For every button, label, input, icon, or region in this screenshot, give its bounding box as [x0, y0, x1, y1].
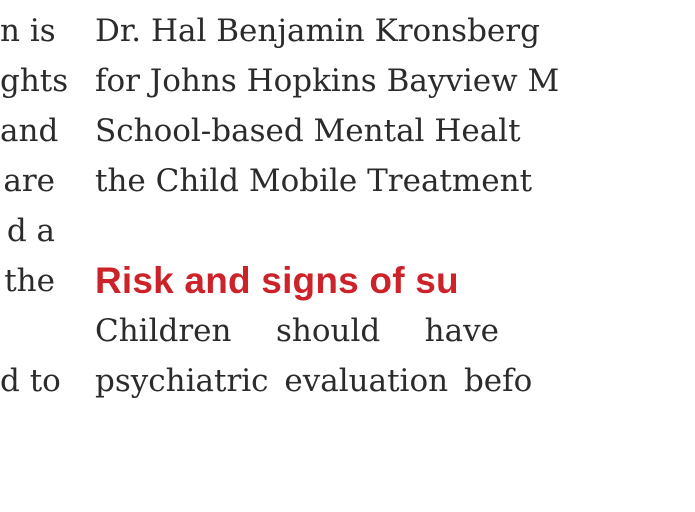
- left-line-3: and: [0, 113, 59, 149]
- paragraph2-word-1: Children: [95, 313, 232, 349]
- right-column-text: [95, 6, 695, 406]
- left-line-1: n is: [0, 13, 56, 49]
- paragraph2-word-3: have: [424, 313, 499, 349]
- paragraph1-line-1: Dr. Hal Benjamin Kronsberg: [95, 13, 540, 49]
- paragraph1-line-2: for Johns Hopkins Bayview M: [95, 63, 560, 99]
- paragraph2-word-2: should: [275, 313, 381, 349]
- left-line-8: d to: [0, 363, 61, 399]
- left-line-4: are: [3, 163, 55, 199]
- paragraph2-line-1: [95, 306, 499, 356]
- paragraph2-line-2: psychiatric evaluation befo: [95, 363, 533, 399]
- section-heading: Risk and signs of su: [95, 260, 459, 301]
- section-gap: [95, 206, 695, 256]
- left-line-5: d a: [6, 213, 55, 249]
- left-line-2: ghts: [0, 63, 69, 99]
- left-column-text: [0, 6, 69, 406]
- left-line-6: the: [4, 263, 55, 299]
- paragraph1-line-3: School-based Mental Healt: [95, 113, 521, 149]
- left-line-7: [0, 306, 55, 356]
- paragraph1-line-4: the Child Mobile Treatment: [95, 163, 533, 199]
